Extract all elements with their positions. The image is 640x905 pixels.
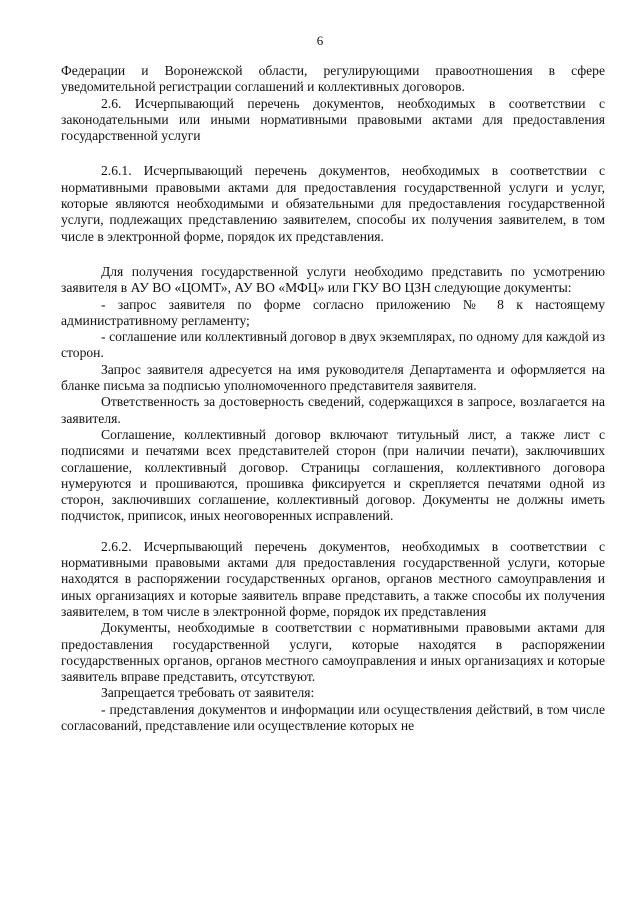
paragraph-request-addressing: Запрос заявителя адресуется на имя руководителя Департамента и оформляется на бланке письма за подписью уполномоченного представителя заявителя. xyxy=(61,361,605,394)
paragraph-continuation: Федерации и Воронежской области, регулирующими правоотношения в сфере уведомительной регистрации соглашений и коллективных договоров. xyxy=(61,63,605,95)
list-item-prohibited-documents: - представления документов и информации или осуществления действий, в том числе согласований, представление или осуществление которых не xyxy=(61,701,605,733)
document-body xyxy=(61,63,605,734)
paragraph-prohibited: Запрещается требовать от заявителя: xyxy=(101,685,315,701)
paragraph-2-6-1: 2.6.1. Исчерпывающий перечень документов, необходимых в соответствии с нормативными правовыми актами для предоставления государственной услуги и услуг, которые являются необходимыми и обязательными для предоставления государственной услуги, подлежащих представлению заявителем, способы их получения заявителем, в том числе в электронной форме, порядок их представления. xyxy=(61,163,605,244)
paragraph-documents-intro: Для получения государственной услуги необходимо представить по усмотрению заявителя в АУ ВО «ЦОМТ», АУ ВО «МФЦ» или ГКУ ВО ЦЗН следующие документы: xyxy=(61,263,605,296)
paragraph-agreement-requirements: Соглашение, коллективный договор включают титульный лист, а также лист с подписями и печатями всех представителей сторон (при наличии печати), заключивших соглашение, коллективный договор. Страницы соглашения, коллективного договора нумеруются и прошиваются, прошивка фиксируется и скрепляется печатями одной из сторон, заключивших соглашение, коллективный договор. Документы не должны иметь подчисток, приписок, иных неоговоренных исправлений. xyxy=(61,426,605,524)
list-item-agreement: - соглашение или коллективный договор в двух экземплярах, по одному для каждой из сторон. xyxy=(61,329,605,361)
paragraph-2-6-heading: 2.6. Исчерпывающий перечень документов, необходимых в соответствии с законодательными или иными нормативными правовыми актами для предоставления государственной услуги xyxy=(61,95,605,144)
page-number: 6 xyxy=(316,33,324,48)
paragraph-responsibility: Ответственность за достоверность сведений, содержащихся в запросе, возлагается на заявителя. xyxy=(61,394,605,426)
paragraph-documents-absent: Документы, необходимые в соответствии с нормативными правовыми актами для предоставления государственной услуги, которые находятся в распоряжении государственных органов, органов местного самоуправления и иных организациях и которые заявитель вправе представить, отсутствуют. xyxy=(61,620,605,685)
paragraph-2-6-2: 2.6.2. Исчерпывающий перечень документов, необходимых в соответствии с нормативными правовыми актами для предоставления государственной услуги, которые находятся в распоряжении государственных органов, органов местного самоуправления и иных организациях и которые заявитель вправе представить, а также способы их получения заявителем, в том числе в электронной форме, порядок их представления xyxy=(61,538,605,619)
list-item-request: - запрос заявителя по форме согласно приложению № 8 к настоящему административному регламенту; xyxy=(61,296,605,328)
